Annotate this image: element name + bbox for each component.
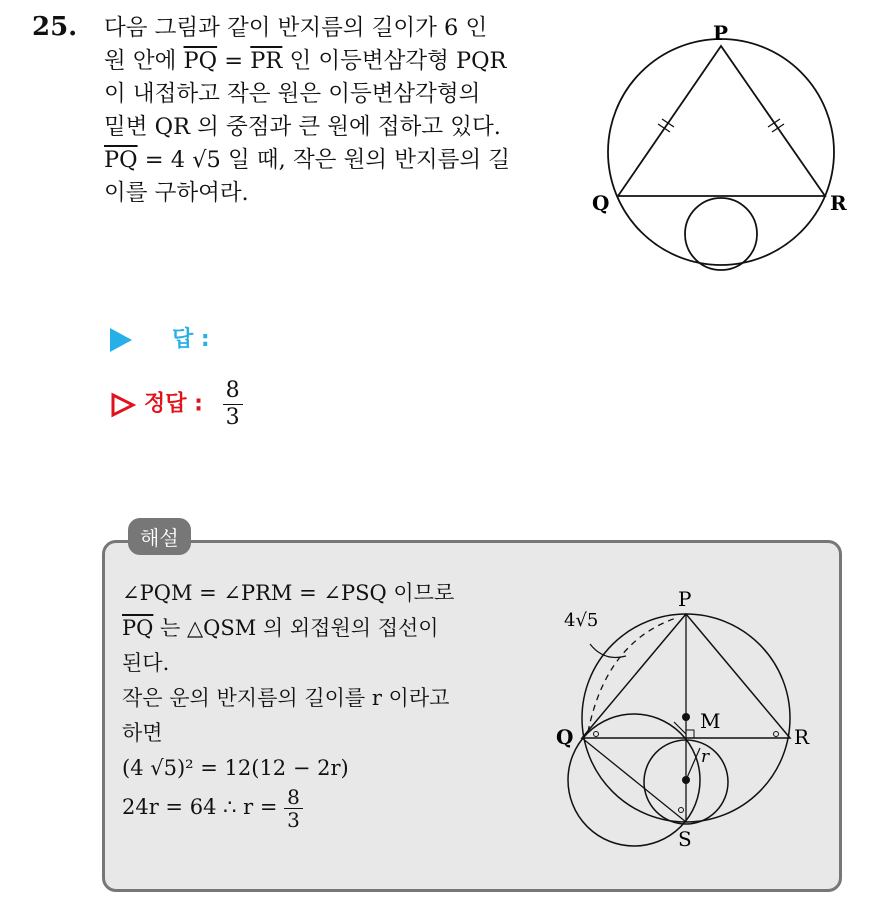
label-q: Q bbox=[592, 191, 610, 215]
length-pointer bbox=[590, 644, 626, 658]
label-r-small: r bbox=[701, 747, 710, 767]
solution-line-4: 작은 운의 반지름의 길이를 r 이라고 bbox=[122, 686, 450, 710]
correct-answer bbox=[110, 378, 243, 431]
point-m-center bbox=[682, 713, 690, 721]
isosceles-triangle bbox=[618, 46, 825, 196]
question-text bbox=[104, 12, 574, 210]
solution-line-6: (4 √5)² = 12(12 − 2r) bbox=[122, 756, 349, 780]
filled-triangle-icon bbox=[110, 328, 132, 352]
solution-tag: 해설 bbox=[128, 518, 191, 555]
question-figure bbox=[590, 18, 860, 280]
outline-triangle-icon bbox=[110, 392, 136, 418]
answer-blank bbox=[110, 322, 210, 353]
correct-fraction: $\frac{8}{3}$ bbox=[223, 378, 243, 431]
label-p: P bbox=[713, 21, 729, 45]
segment-pq: $\overline{PQ}$ bbox=[183, 48, 218, 74]
solution-line-5: 하면 bbox=[122, 721, 163, 745]
correct-label: 정답 : bbox=[144, 391, 203, 417]
solution-line-1: ∠PQM = ∠PRM = ∠PSQ 이므로 bbox=[122, 581, 455, 605]
question-line-4: 밑변 QR 의 중점과 큰 원에 접하고 있다. bbox=[104, 114, 501, 140]
solution-line-7: 24r = 64 ∴ r = $\frac{8}{3}$ bbox=[122, 786, 542, 831]
label-r: R bbox=[830, 191, 847, 215]
solution-fraction: $\frac{8}{3}$ bbox=[284, 786, 303, 831]
label-length: 4√5 bbox=[564, 610, 599, 631]
question-line-3: 이 내접하고 작은 원은 이등변삼각형의 bbox=[104, 81, 481, 107]
segment-pr: $\overline{PR}$ bbox=[250, 48, 283, 74]
question-line-2: 원 안에 $\overline{PQ} = \overline{PR}$ 인 이등변삼각형 PQR bbox=[104, 48, 507, 74]
solution-text bbox=[122, 576, 542, 831]
tick-marks bbox=[658, 119, 784, 132]
answer-label: 답 : bbox=[172, 327, 210, 352]
segment-qs bbox=[582, 738, 686, 822]
right-angle-mark bbox=[686, 730, 694, 738]
question-line-6: 이를 구하여라. bbox=[104, 180, 249, 206]
label-p: P bbox=[678, 587, 692, 611]
solution-figure bbox=[548, 582, 828, 852]
segment-pq-2: $\overline{PQ}$ bbox=[104, 147, 138, 173]
solution-line-2: $\overline{PQ}$ 는 △QSM 의 외접원의 접선이 bbox=[122, 616, 439, 640]
big-circle bbox=[608, 39, 834, 265]
label-q: Q bbox=[556, 725, 574, 749]
solution-line-3: 된다. bbox=[122, 651, 170, 675]
label-s: S bbox=[678, 827, 692, 851]
question-number: 25. bbox=[32, 12, 78, 42]
question-line-5: $\overline{PQ} = 4$ √5 일 때, 작은 원의 반지름의 길 bbox=[104, 147, 511, 173]
small-circle bbox=[685, 198, 757, 270]
segment-pq-3: $\overline{PQ}$ bbox=[122, 616, 154, 640]
label-r: R bbox=[794, 725, 810, 749]
label-m: M bbox=[700, 709, 721, 733]
question-line-1: 다음 그림과 같이 반지름의 길이가 6 인 bbox=[104, 15, 488, 41]
